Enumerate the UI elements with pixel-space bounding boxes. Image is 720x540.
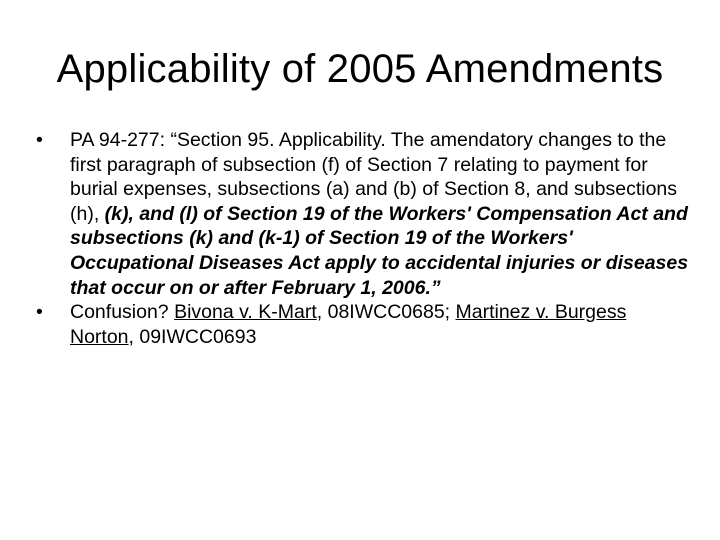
bullet-list [28,128,692,349]
bullet-lead: Confusion? [70,301,175,324]
case-cite-martinez: , 09IWCC0693 [128,325,257,348]
bullet-icon: • [36,301,43,324]
case-cite-bivona: , 08IWCC0685; [316,301,456,324]
bullet-applicability [28,128,692,300]
slide-title: Applicability of 2005 Amendments [56,47,664,91]
case-link-bivona[interactable]: Bivona v. K-Mart [174,301,317,324]
case-link-martinez[interactable]: Martinez v. Burgess Norton [70,301,627,348]
bullet-text-plain: PA 94-277: “Section 95. Applicability. The amendatory changes to the first paragraph of subsection (f) of Section 7 relating to payment for burial expenses, subsections (a) and (b) of Section 8, and subsections (h), [70,129,678,225]
bullet-text-emphasis: (k), and (l) of Section 19 of the Workers' Compensation Act and subsections (k) and (k-1) of Section 19 of the Workers' Occupational Diseases Act apply to accidental injuries or diseases that occur on or after February 1, 2006.” [70,202,689,299]
bullet-icon: • [36,129,43,151]
bullet-confusion [28,300,692,349]
